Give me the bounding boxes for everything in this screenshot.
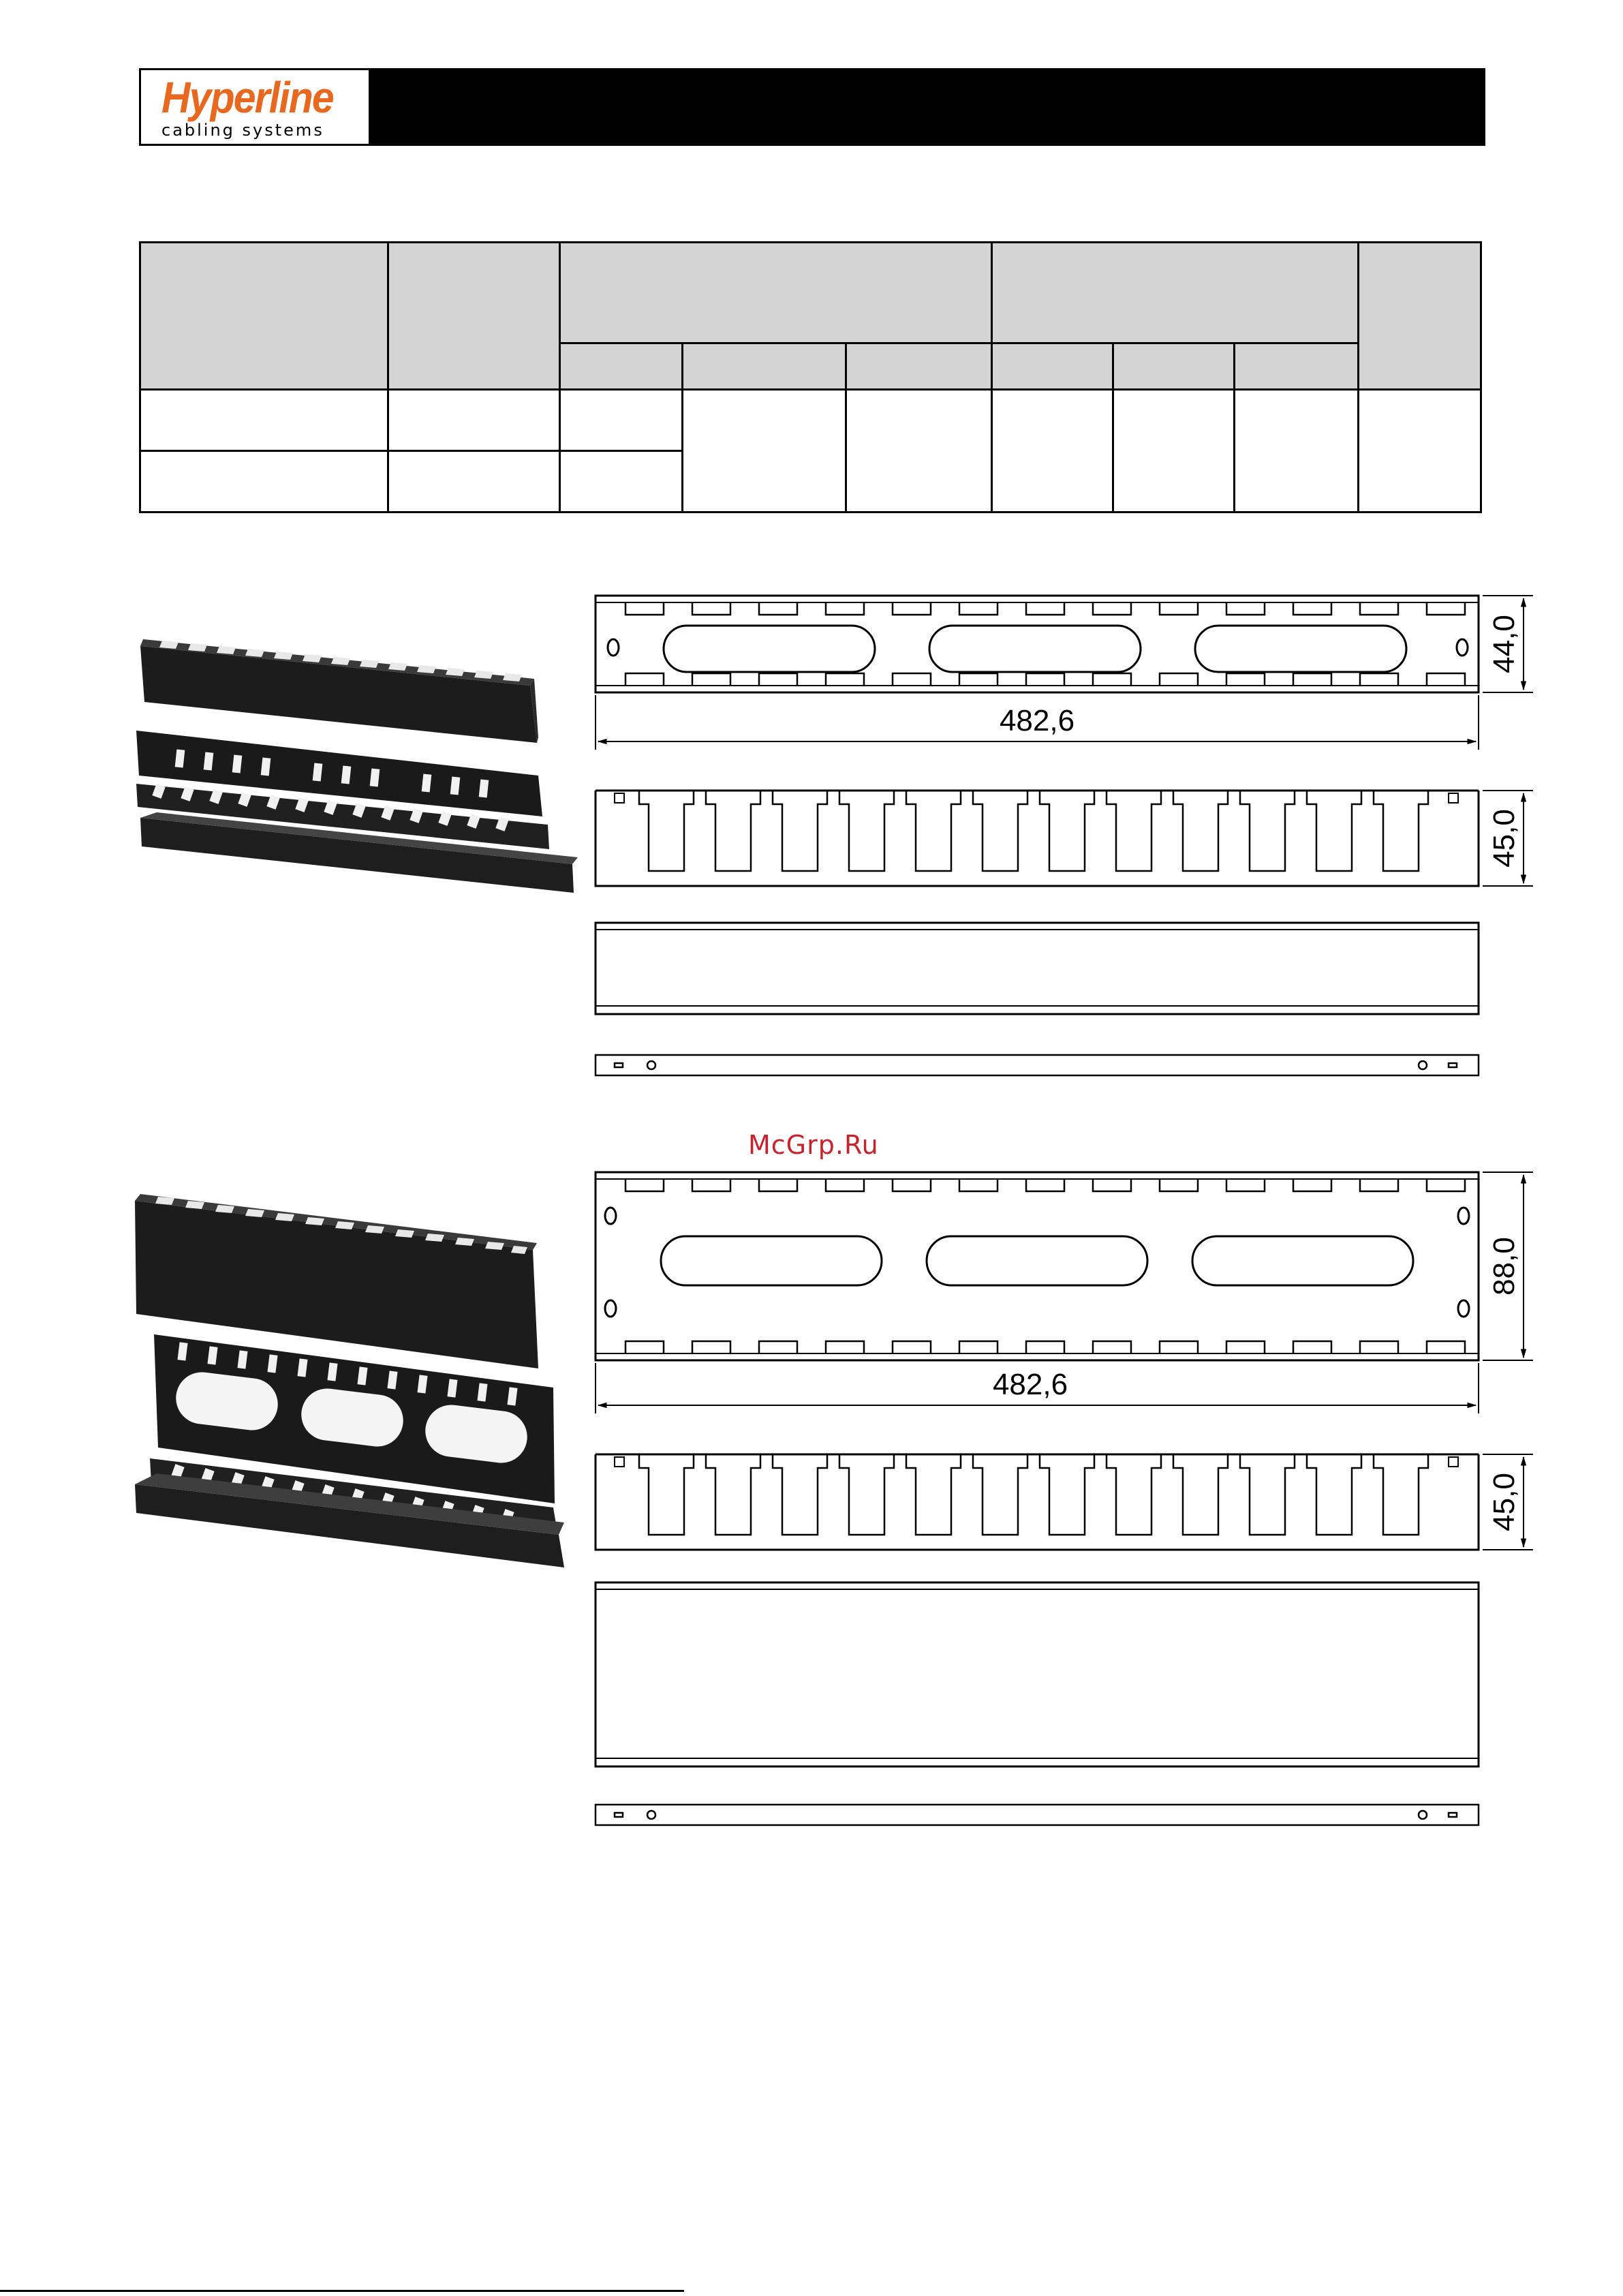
dimension-side-2u: 45,0	[1487, 1473, 1521, 1531]
finger-view-2u	[596, 1454, 1533, 1550]
dimension-side-1u: 45,0	[1487, 809, 1521, 868]
dimension-width-2u: 482,6	[992, 1368, 1068, 1401]
dimension-height-1u: 44,0	[1487, 615, 1521, 673]
base-view-1u	[596, 1055, 1479, 1075]
cover-view-2u	[596, 1582, 1479, 1766]
product-photo-2u	[135, 1194, 564, 1567]
watermark-text: McGrp.Ru	[748, 1130, 879, 1160]
base-view-2u	[596, 1805, 1479, 1825]
logo-brand-text: Hyperline	[161, 73, 333, 122]
dimension-height-2u: 88,0	[1487, 1237, 1521, 1296]
product-photo-1u	[0, 639, 578, 893]
finger-view-1u	[596, 791, 1533, 886]
logo-subtitle: cabling systems	[161, 121, 324, 140]
dimension-width-1u: 482,6	[999, 704, 1075, 737]
cover-view-1u	[596, 923, 1479, 1014]
footer-divider	[0, 2290, 684, 2292]
